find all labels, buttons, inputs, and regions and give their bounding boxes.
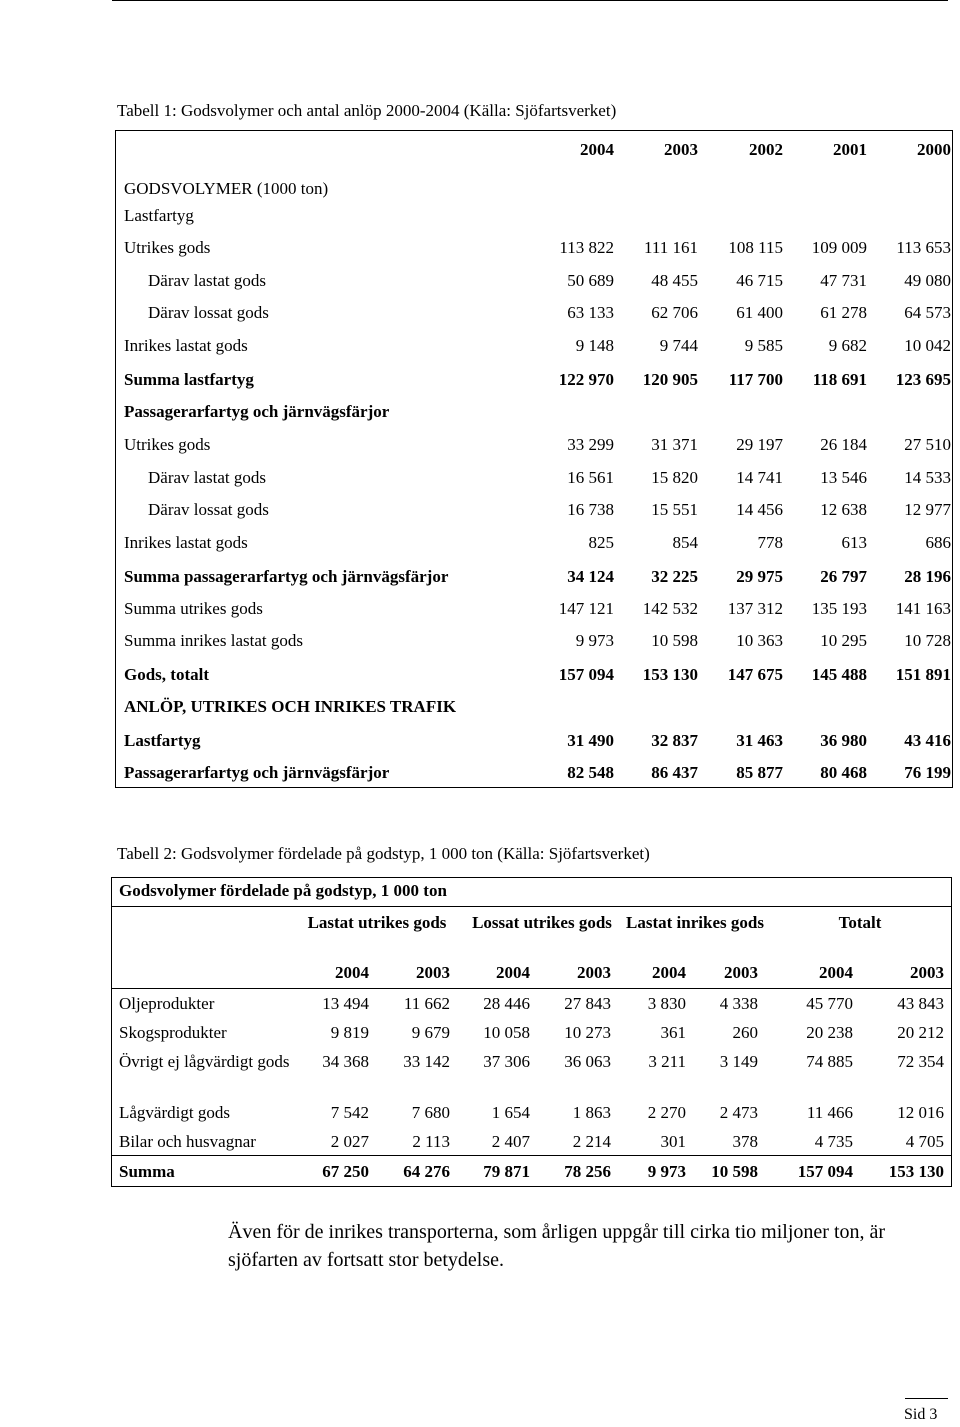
cell-value: 10 273 [564,1023,611,1042]
cell-value: 43 416 [904,731,951,750]
cell-value: 120 905 [642,370,698,389]
row-label: Lastfartyg [124,731,201,750]
cell-value: 3 830 [647,994,686,1013]
table-row [116,238,952,262]
cell-value: 13 546 [820,468,867,487]
cell-value: 157 094 [797,1162,853,1181]
cell-value: 31 371 [651,435,698,454]
cell-value: 118 691 [812,370,867,389]
table2 [111,877,952,1187]
page-number: Sid 3 [904,1406,938,1423]
row-label: Gods, totalt [124,665,209,684]
cell-value: 825 [588,533,614,552]
cell-value: 33 142 [403,1052,450,1071]
cell-value: 2 270 [647,1103,686,1122]
row-label: Summa [119,1162,175,1181]
cell-value: 123 695 [895,370,951,389]
cell-value: 153 130 [642,665,698,684]
cell-value: 153 130 [888,1162,944,1181]
cell-value: 11 466 [806,1103,853,1122]
row-label: GODSVOLYMER (1000 ton) [124,179,329,198]
cell-value: 117 700 [728,370,783,389]
cell-value: 20 212 [897,1023,944,1042]
table2-year-header: 2003 [724,963,758,982]
row-label: Skogsprodukter [119,1023,227,1042]
cell-value: 151 891 [895,665,951,684]
table1-year-header: 2004 [580,140,614,159]
cell-value: 3 149 [719,1052,758,1071]
cell-value: 43 843 [897,994,944,1013]
table-row [116,631,952,655]
table2-group-header: Totalt [838,913,882,932]
cell-value: 10 598 [651,631,698,650]
row-label: Därav lossat gods [148,500,269,519]
row-label: Bilar och husvagnar [119,1132,256,1151]
row-label: Oljeprodukter [119,994,215,1013]
table-row [116,468,952,492]
cell-value: 613 [841,533,867,552]
cell-value: 47 731 [820,271,867,290]
cell-value: 50 689 [567,271,614,290]
cell-value: 301 [660,1132,686,1151]
row-label: Summa lastfartyg [124,370,254,389]
cell-value: 142 532 [642,599,698,618]
footer-rule [905,1398,948,1399]
cell-value: 2 473 [719,1103,758,1122]
cell-value: 82 548 [567,763,614,782]
cell-value: 26 797 [820,567,867,586]
row-label: Övrigt ej lågvärdigt gods [119,1052,290,1071]
cell-value: 10 295 [820,631,867,650]
table-row [116,500,952,524]
row-label: Utrikes gods [124,238,211,257]
cell-value: 61 278 [820,303,867,322]
cell-value: 778 [757,533,783,552]
table1-year-header: 2003 [664,140,698,159]
cell-value: 45 770 [806,994,853,1013]
cell-value: 64 276 [403,1162,450,1181]
cell-value: 10 042 [904,336,951,355]
cell-value: 108 115 [728,238,783,257]
table2-year-header: 2003 [577,963,611,982]
cell-value: 109 009 [811,238,867,257]
cell-value: 378 [732,1132,758,1151]
row-label: Inrikes lastat gods [124,533,248,552]
row-label: ANLÖP, UTRIKES OCH INRIKES TRAFIK [124,697,457,716]
cell-value: 145 488 [811,665,867,684]
row-label: Lågvärdigt gods [119,1103,230,1122]
cell-value: 31 490 [567,731,614,750]
cell-value: 2 113 [412,1132,450,1151]
cell-value: 78 256 [564,1162,611,1181]
table-row [116,763,952,787]
cell-value: 33 299 [567,435,614,454]
table-row [116,697,952,721]
cell-value: 63 133 [567,303,614,322]
cell-value: 7 680 [411,1103,450,1122]
cell-value: 32 225 [651,567,698,586]
cell-value: 10 363 [736,631,783,650]
table2-group-header: Lastat inrikes gods [626,913,764,932]
cell-value: 686 [925,533,951,552]
cell-value: 80 468 [820,763,867,782]
cell-value: 2 407 [491,1132,530,1151]
cell-value: 260 [732,1023,758,1042]
cell-value: 28 446 [483,994,530,1013]
cell-value: 27 510 [904,435,951,454]
cell-value: 14 533 [904,468,951,487]
cell-value: 64 573 [904,303,951,322]
row-label: Därav lastat gods [148,271,267,290]
cell-value: 9 585 [744,336,783,355]
cell-value: 16 738 [567,500,614,519]
cell-value: 11 662 [403,994,450,1013]
table2-year-header: 2003 [910,963,944,982]
cell-value: 9 679 [411,1023,450,1042]
table2-year-header: 2004 [496,963,530,982]
cell-value: 72 354 [897,1052,944,1071]
cell-value: 27 843 [564,994,611,1013]
cell-value: 28 196 [904,567,951,586]
cell-value: 9 819 [330,1023,369,1042]
table1-year-header: 2002 [749,140,783,159]
cell-value: 32 837 [651,731,698,750]
cell-value: 10 598 [711,1162,758,1181]
cell-value: 9 973 [575,631,614,650]
table2-rule-title [112,906,951,907]
cell-value: 9 682 [828,336,867,355]
table-row [116,435,952,459]
cell-value: 20 238 [806,1023,853,1042]
table2-title: Godsvolymer fördelade på godstyp, 1 000 ton [119,881,447,900]
cell-value: 4 338 [719,994,758,1013]
table2-rule-header [112,988,951,989]
cell-value: 135 193 [811,599,867,618]
cell-value: 14 456 [736,500,783,519]
row-label: Passagerarfartyg och järnvägsfärjor [124,763,390,782]
table-row [116,271,952,295]
table-row [116,533,952,557]
cell-value: 111 161 [644,238,698,257]
row-label: Summa inrikes lastat gods [124,631,303,650]
cell-value: 86 437 [651,763,698,782]
row-label: Lastfartyg [124,206,194,225]
table-row [116,402,952,426]
cell-value: 26 184 [820,435,867,454]
cell-value: 13 494 [322,994,369,1013]
table2-year-header: 2003 [416,963,450,982]
cell-value: 31 463 [736,731,783,750]
cell-value: 157 094 [558,665,614,684]
cell-value: 147 675 [727,665,783,684]
cell-value: 1 654 [491,1103,530,1122]
table2-year-header: 2004 [819,963,853,982]
cell-value: 12 638 [820,500,867,519]
cell-value: 62 706 [651,303,698,322]
row-label: Därav lastat gods [148,468,267,487]
cell-value: 1 863 [572,1103,611,1122]
cell-value: 12 977 [904,500,951,519]
cell-value: 113 653 [896,238,951,257]
cell-value: 14 741 [736,468,783,487]
cell-value: 37 306 [483,1052,530,1071]
table2-group-header: Lastat utrikes gods [307,913,447,932]
cell-value: 29 975 [736,567,783,586]
cell-value: 10 728 [904,631,951,650]
table1 [115,130,953,788]
cell-value: 3 211 [648,1052,686,1071]
row-label: Utrikes gods [124,435,211,454]
cell-value: 76 199 [904,763,951,782]
table-row [116,731,952,755]
cell-value: 7 542 [330,1103,369,1122]
cell-value: 16 561 [567,468,614,487]
cell-value: 147 121 [558,599,614,618]
cell-value: 15 551 [651,500,698,519]
cell-value: 9 744 [659,336,698,355]
table-row [116,336,952,360]
cell-value: 34 124 [567,567,614,586]
cell-value: 113 822 [559,238,614,257]
cell-value: 49 080 [904,271,951,290]
cell-value: 85 877 [736,763,783,782]
row-label: Summa utrikes gods [124,599,263,618]
table-row [116,665,952,689]
cell-value: 10 058 [483,1023,530,1042]
body-paragraph: Även för de inrikes transporterna, som årligen uppgår till cirka tio miljoner ton, är sjöfarten av fortsatt stor betydelse. [228,1221,886,1271]
table1-caption: Tabell 1: Godsvolymer och antal anlöp 2000-2004 (Källa: Sjöfartsverket) [117,101,617,120]
cell-value: 4 705 [905,1132,944,1151]
cell-value: 74 885 [806,1052,853,1071]
row-label: Därav lossat gods [148,303,269,322]
cell-value: 48 455 [651,271,698,290]
table-row [116,206,952,230]
cell-value: 46 715 [736,271,783,290]
table2-rule-sum [112,1155,951,1156]
cell-value: 29 197 [736,435,783,454]
cell-value: 34 368 [322,1052,369,1071]
cell-value: 9 973 [647,1162,686,1181]
cell-value: 361 [660,1023,686,1042]
row-label: Summa passagerarfartyg och järnvägsfärjor [124,567,449,586]
cell-value: 79 871 [483,1162,530,1181]
table-row [116,567,952,591]
cell-value: 9 148 [575,336,614,355]
table-row [116,599,952,623]
cell-value: 67 250 [322,1162,369,1181]
table1-year-header: 2000 [917,140,951,159]
cell-value: 2 214 [572,1132,611,1151]
table-row [116,370,952,394]
row-label: Passagerarfartyg och järnvägsfärjor [124,402,390,421]
cell-value: 854 [672,533,698,552]
cell-value: 12 016 [897,1103,944,1122]
table2-caption: Tabell 2: Godsvolymer fördelade på godstyp, 1 000 ton (Källa: Sjöfartsverket) [117,844,650,863]
table-row [116,303,952,327]
table2-year-header: 2004 [652,963,686,982]
cell-value: 141 163 [895,599,951,618]
table2-group-header: Lossat utrikes gods [472,913,612,932]
cell-value: 2 027 [330,1132,369,1151]
top-rule [112,0,948,1]
cell-value: 15 820 [651,468,698,487]
table-row [116,179,952,203]
cell-value: 4 735 [814,1132,853,1151]
table1-year-header: 2001 [833,140,867,159]
cell-value: 122 970 [558,370,614,389]
cell-value: 36 980 [820,731,867,750]
cell-value: 61 400 [736,303,783,322]
table2-year-header: 2004 [335,963,369,982]
row-label: Inrikes lastat gods [124,336,248,355]
cell-value: 137 312 [727,599,783,618]
cell-value: 36 063 [564,1052,611,1071]
